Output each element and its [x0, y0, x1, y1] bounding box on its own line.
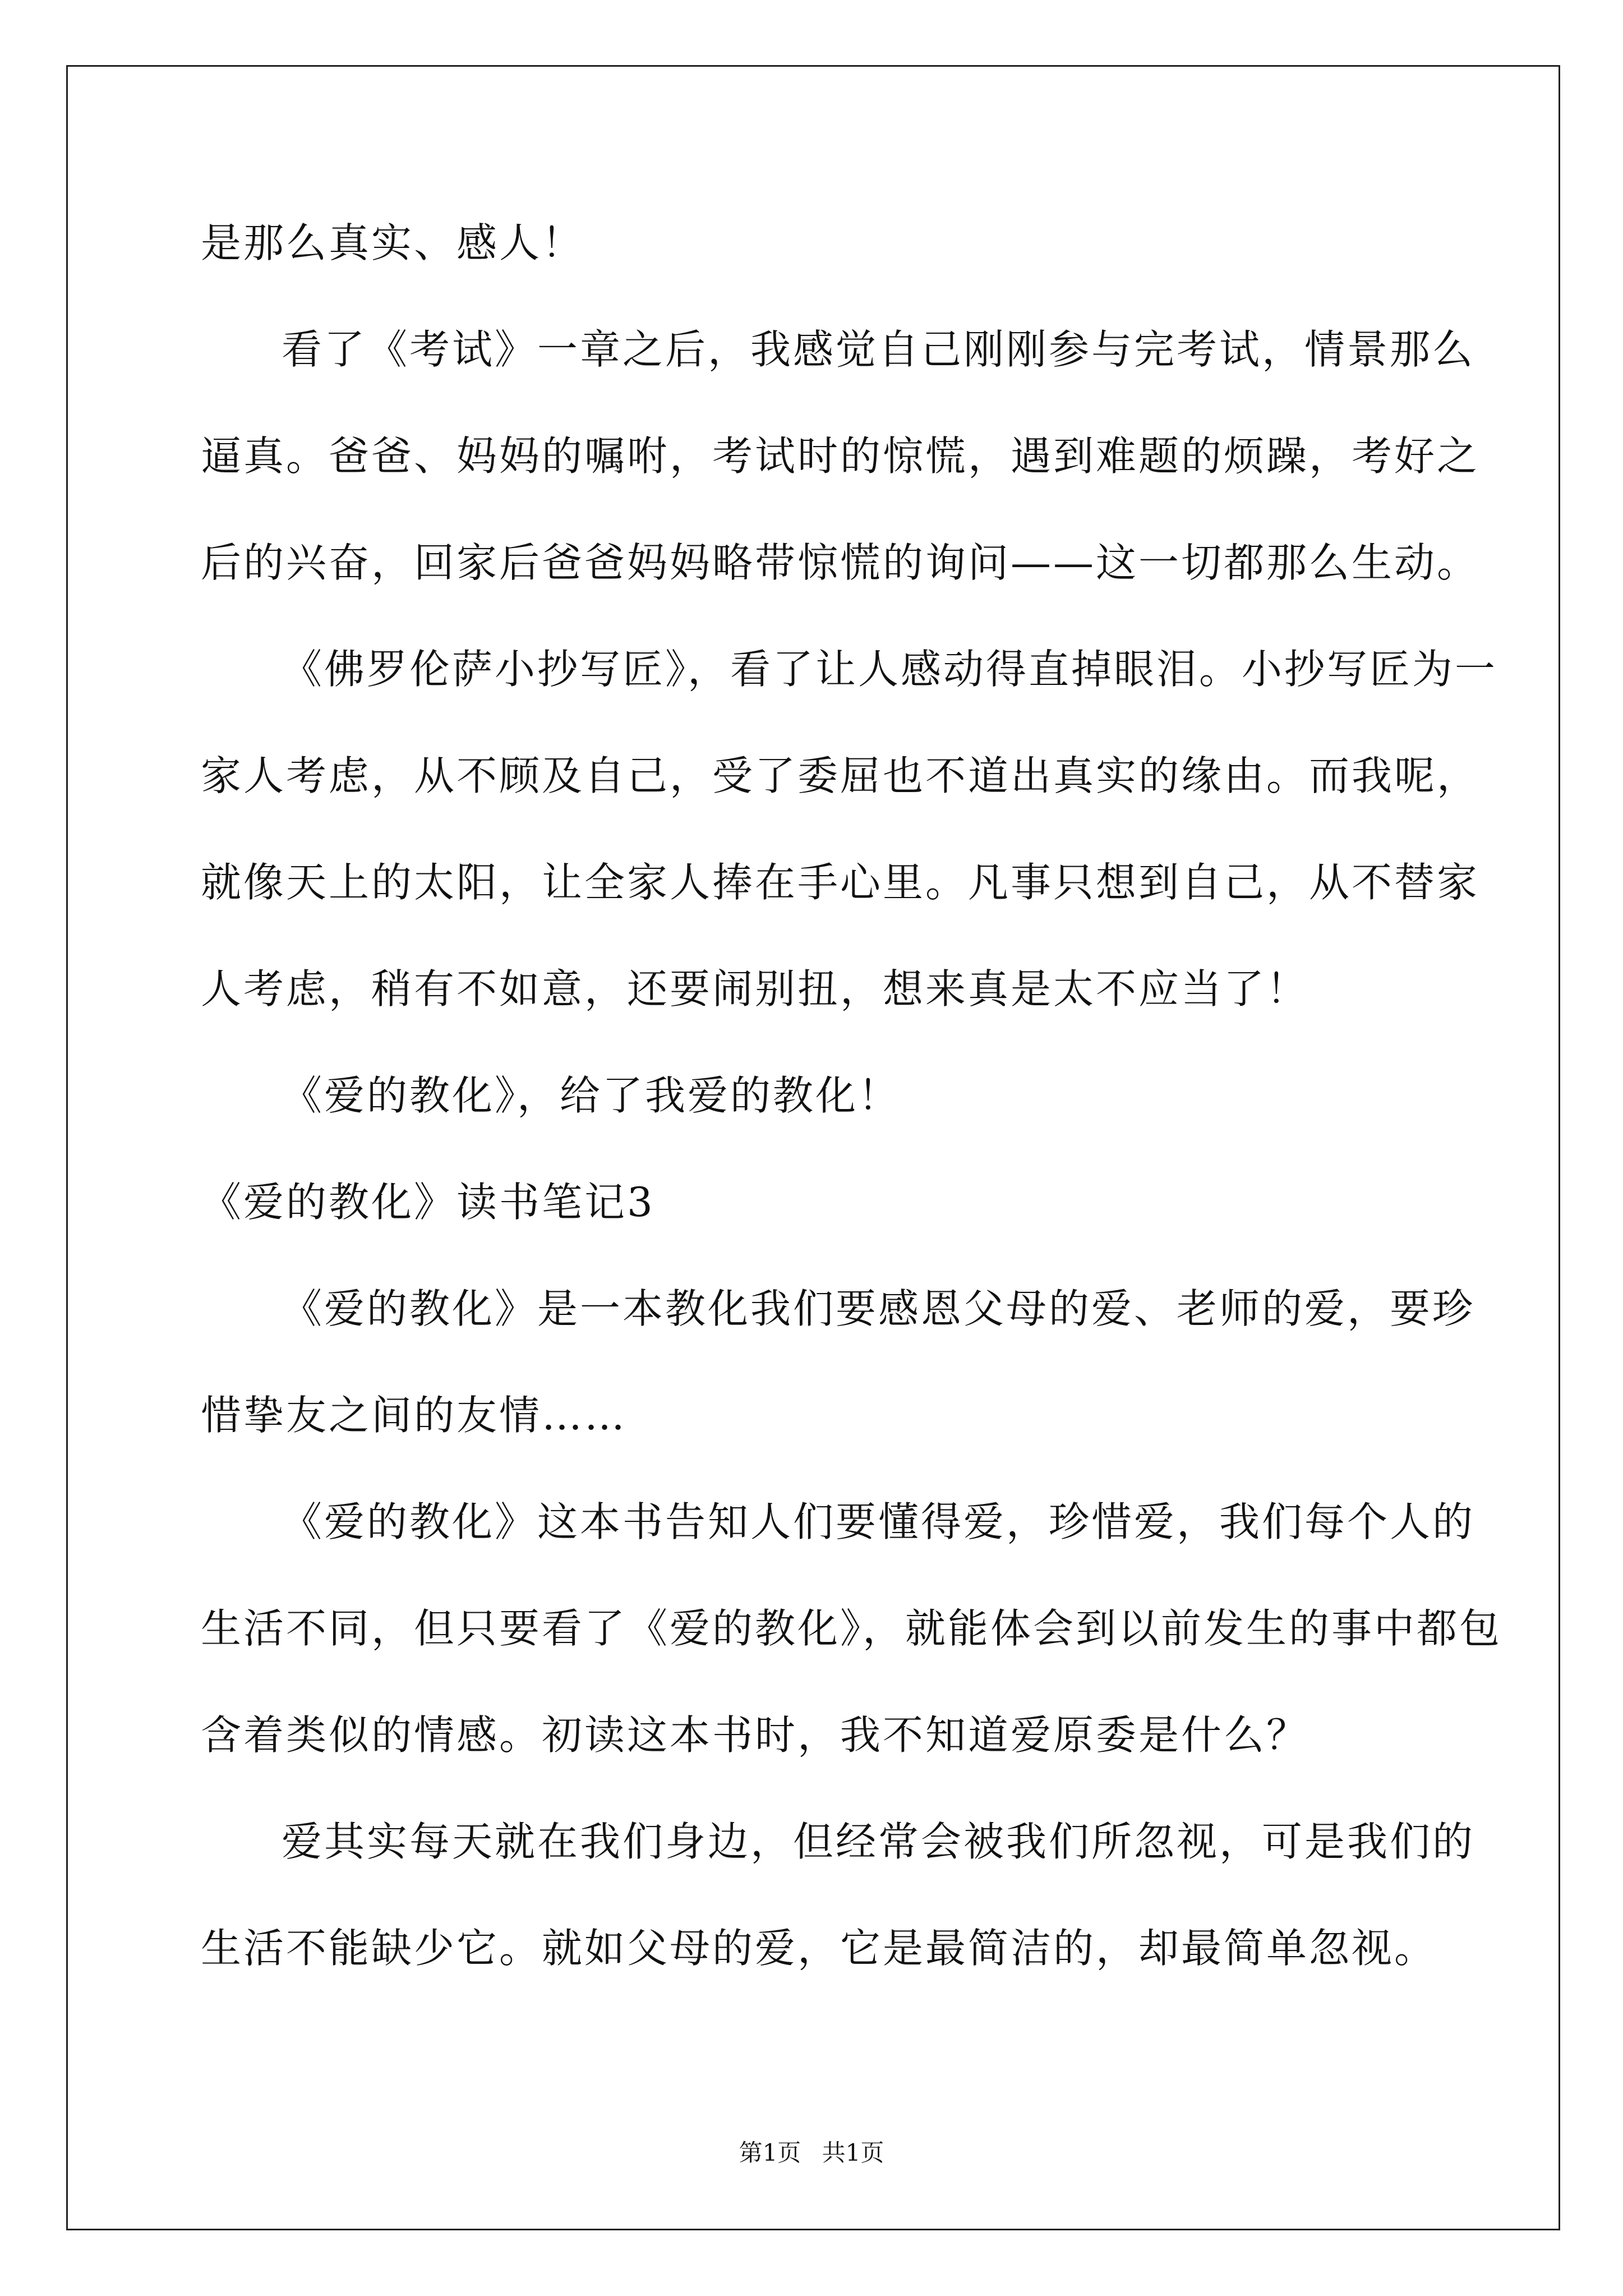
paragraph-line: 生活不同，但只要看了《爱的教化》，就能体会到以前发生的事中都包: [201, 1605, 1502, 1652]
paragraph-line: 含着类似的情感。初读这本书时，我不知道爱原委是什么？: [201, 1711, 1310, 1759]
paragraph-line: 人考虑，稍有不如意，还要闹别扭，想来真是太不应当了！: [201, 965, 1310, 1013]
paragraph-line: 惜挚友之间的友情……: [201, 1392, 628, 1439]
paragraph-line: 《爱的教化》这本书告知人们要懂得爱，珍惜爱，我们每个人的: [282, 1498, 1476, 1545]
paragraph-line: 生活不能缺少它。就如父母的爱，它是最简洁的，却最简单忽视。: [201, 1925, 1437, 1972]
paragraph-line: 家人考虑，从不顾及自己，受了委屈也不道出真实的缘由。而我呢，: [201, 752, 1480, 799]
paragraph-line: 逼真。爸爸、妈妈的嘱咐，考试时的惊慌，遇到难题的烦躁，考好之: [201, 432, 1480, 480]
paragraph-line: 就像天上的太阳，让全家人捧在手心里。凡事只想到自己，从不替家: [201, 859, 1480, 906]
page-number-total: 共1页: [822, 2139, 884, 2166]
paragraph-line: 《佛罗伦萨小抄写匠》，看了让人感动得直掉眼泪。小抄写匠为一: [282, 646, 1498, 693]
paragraph-line: 看了《考试》一章之后，我感觉自己刚刚参与完考试，情景那么: [282, 326, 1476, 373]
page-border: [66, 65, 1560, 2230]
paragraph-line: 《爱的教化》，给了我爱的教化！: [282, 1072, 901, 1119]
section-heading: 《爱的教化》读书笔记3: [201, 1179, 655, 1226]
paragraph-line: 爱其实每天就在我们身边，但经常会被我们所忽视，可是我们的: [282, 1818, 1476, 1865]
paragraph-line: 后的兴奋，回家后爸爸妈妈略带惊慌的询问——这一切都那么生动。: [201, 539, 1480, 586]
page-footer: [0, 2136, 1623, 2170]
paragraph-line: 《爱的教化》是一本教化我们要感恩父母的爱、老师的爱，要珍: [282, 1285, 1476, 1332]
page-number-current: 第1页: [739, 2139, 801, 2166]
paragraph-line: 是那么真实、感人！: [201, 219, 585, 266]
